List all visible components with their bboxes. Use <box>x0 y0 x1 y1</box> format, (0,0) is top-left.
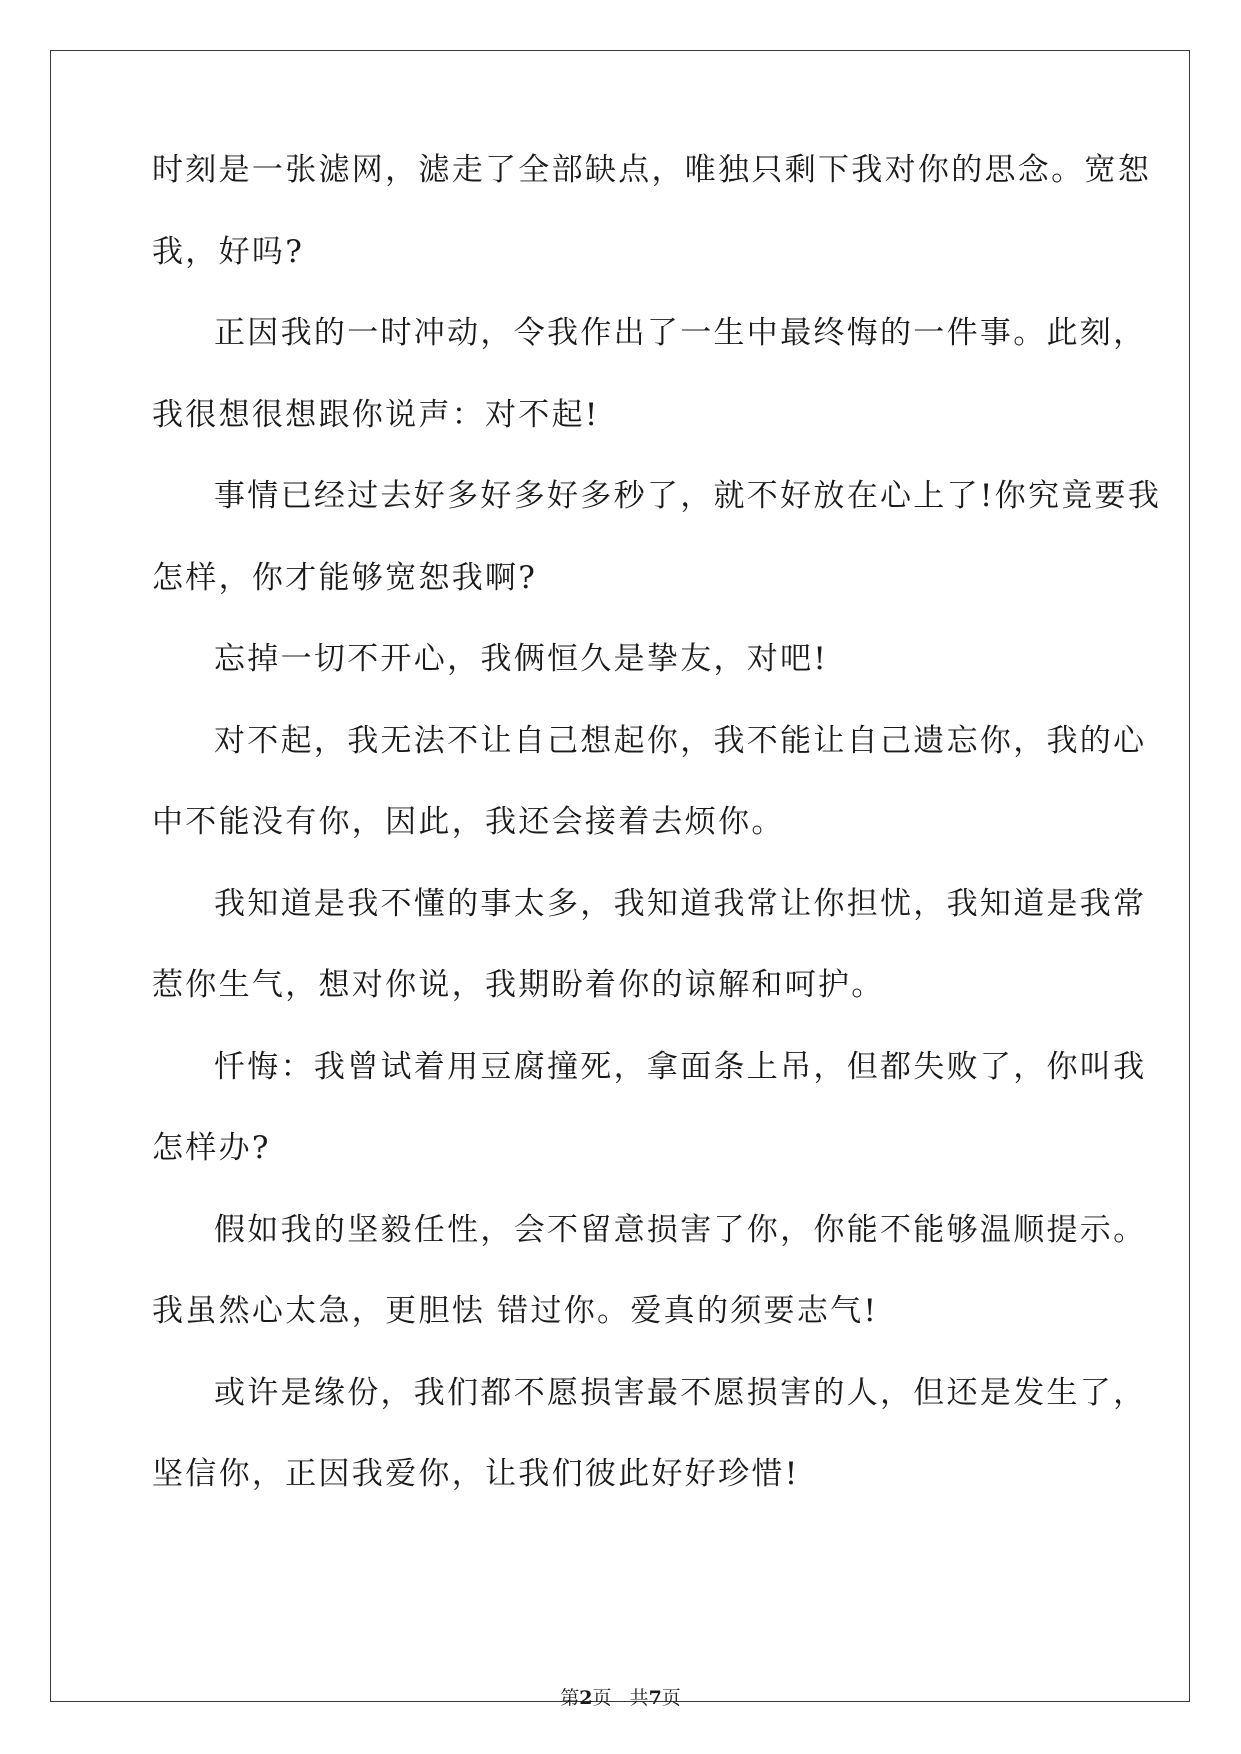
footer-middle: 页 共 <box>592 1687 649 1709</box>
document-body <box>152 152 1162 1541</box>
page-number-footer <box>0 1683 1241 1710</box>
current-page-number: 2 <box>579 1687 593 1709</box>
total-pages-number: 7 <box>648 1687 662 1709</box>
paragraph-start-line: 忘掉一切不开心，我俩恒久是挚友，对吧! <box>214 641 829 677</box>
text-line: 坚信你，正因我爱你，让我们彼此好好珍惜! <box>152 1456 800 1492</box>
paragraph-start-line: 忏悔：我曾试着用豆腐撞死，拿面条上吊，但都失败了，你叫我 <box>214 1048 1147 1085</box>
paragraph-start-line: 事情已经过去好多好多好多秒了，就不好放在心上了!你究竟要我 <box>214 478 1162 514</box>
text-line: 惹你生气，想对你说，我期盼着你的谅解和呵护。 <box>152 967 885 1003</box>
paragraph-start-line: 对不起，我无法不让自己想起你，我不能让自己遗忘你，我的心 <box>214 722 1147 759</box>
text-line: 怎样，你才能够宽恕我啊? <box>152 559 538 596</box>
text-line: 我很想很想跟你说声：对不起! <box>152 396 600 433</box>
text-line: 时刻是一张滤网，滤走了全部缺点，唯独只剩下我对你的思念。宽恕 <box>152 152 1151 188</box>
paragraph-start-line: 或许是缘份，我们都不愿损害最不愿损害的人，但还是发生了， <box>214 1374 1147 1411</box>
paragraph-start-line: 我知道是我不懂的事太多，我知道我常让你担忧，我知道是我常 <box>214 885 1147 922</box>
paragraph-start-line: 正因我的一时冲动，令我作出了一生中最终悔的一件事。此刻， <box>214 315 1147 351</box>
text-line: 我，好吗? <box>152 233 305 270</box>
text-line: 怎样办? <box>152 1130 271 1166</box>
text-line: 中不能没有你，因此，我还会接着去烦你。 <box>152 804 785 840</box>
text-line: 我虽然心太急，更胆怯 错过你。爱真的须要志气! <box>152 1293 879 1329</box>
paragraph-start-line: 假如我的坚毅任性，会不留意损害了你，你能不能够温顺提示。 <box>214 1211 1147 1248</box>
footer-suffix: 页 <box>661 1687 681 1709</box>
footer-prefix: 第 <box>560 1687 580 1709</box>
